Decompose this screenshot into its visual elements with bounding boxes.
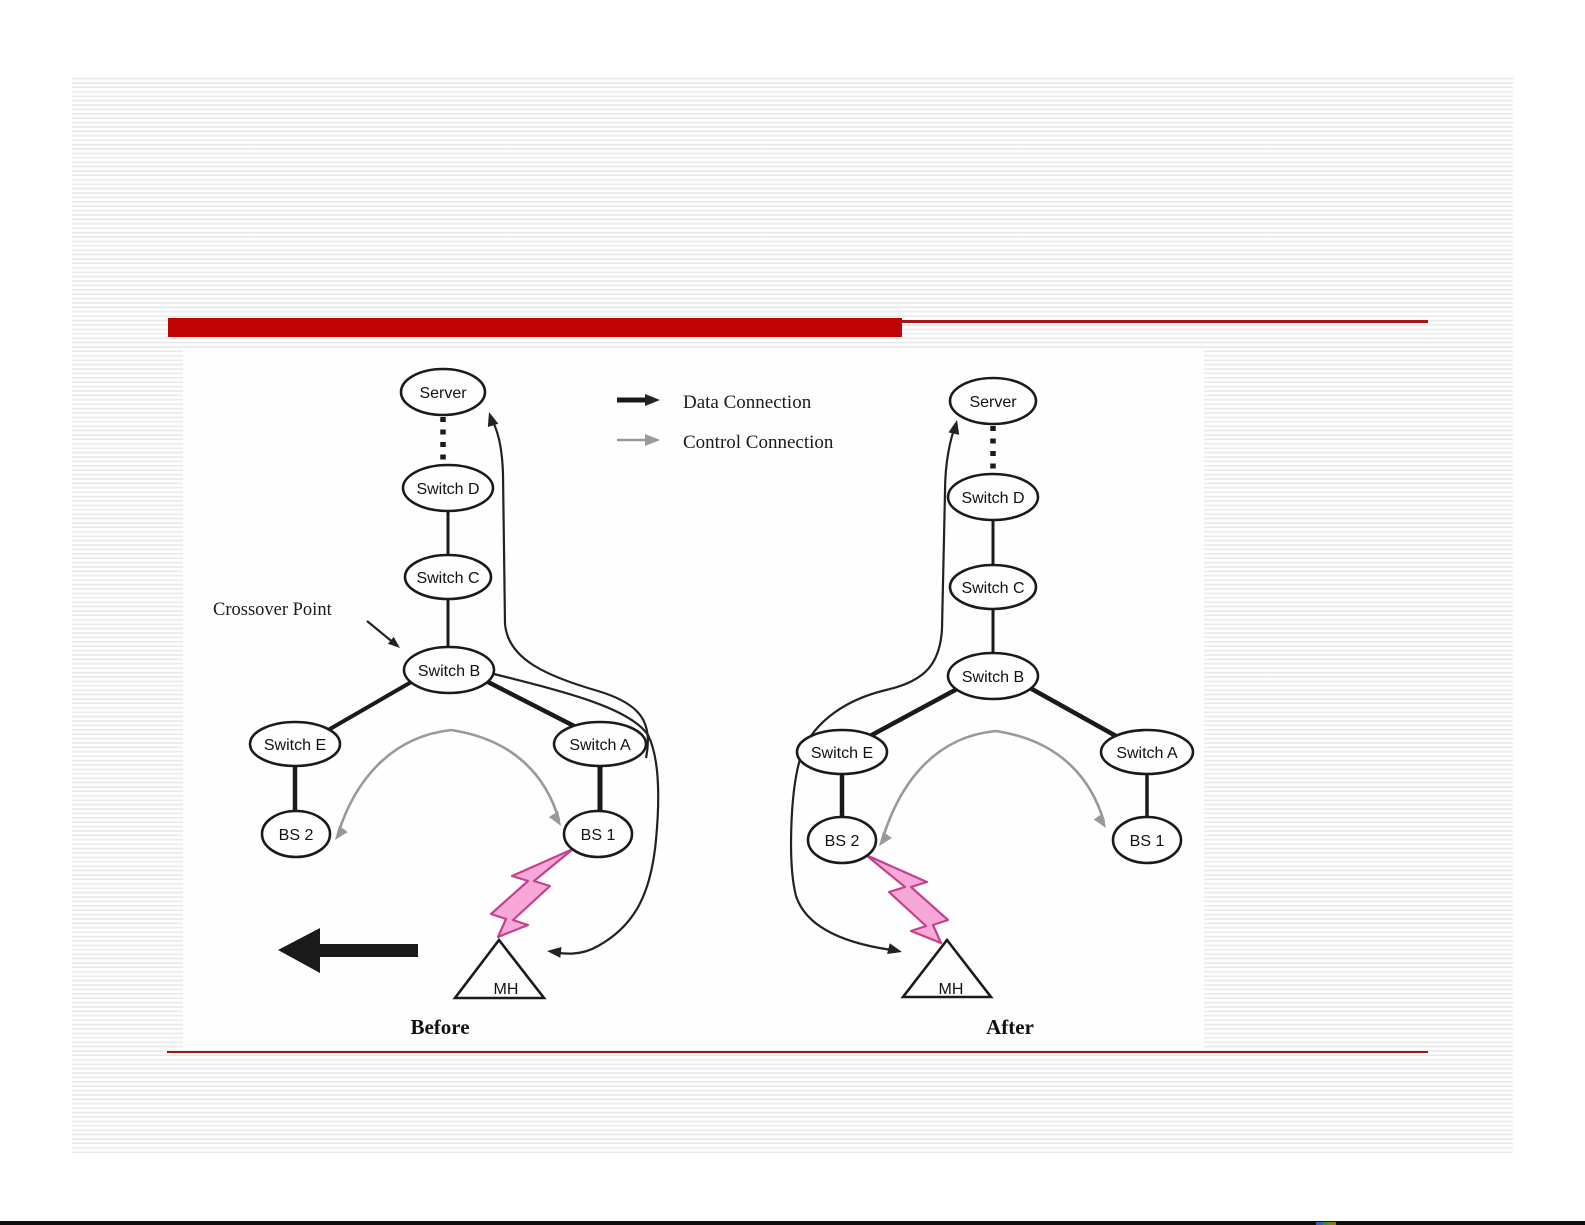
after-data-arrowhead-mh-icon xyxy=(887,943,903,957)
legend xyxy=(617,392,834,453)
title-bar xyxy=(168,318,902,337)
before-caption: Before xyxy=(410,1015,470,1039)
before-node-switch-b-label: Switch B xyxy=(417,663,481,680)
before-wireless-bolt-icon xyxy=(491,849,573,937)
after-control-curve xyxy=(882,731,1104,841)
after-node-switch-c-label: Switch C xyxy=(961,580,1025,597)
before-node-bs1-label: BS 1 xyxy=(580,827,616,844)
after-node-mh-label: MH xyxy=(938,981,964,998)
before-control-curve xyxy=(338,730,559,834)
before-node-switch-a-label: Switch A xyxy=(569,737,631,754)
legend-control-arrowhead-icon xyxy=(645,434,660,446)
title-underline xyxy=(902,320,1428,323)
after-edge-switchb-switche xyxy=(870,689,957,736)
after-data-path-curve xyxy=(791,424,956,951)
legend-data-arrowhead-icon xyxy=(645,394,660,406)
after-node-switch-b-label: Switch B xyxy=(961,669,1025,686)
before-diagram xyxy=(213,369,658,1039)
before-edge-switchb-switche xyxy=(323,681,413,733)
before-node-switch-d-label: Switch D xyxy=(416,481,480,498)
after-wireless-bolt-icon xyxy=(866,855,948,943)
after-data-arrowhead-server-icon xyxy=(948,419,962,435)
legend-control-label: Control Connection xyxy=(683,432,834,453)
before-node-switch-e-label: Switch E xyxy=(263,737,327,754)
before-downlink-arrowhead-icon xyxy=(546,946,561,958)
before-control-arrowhead-bs2-icon xyxy=(331,826,348,844)
after-node-switch-d-label: Switch D xyxy=(961,490,1025,507)
after-node-switch-a-label: Switch A xyxy=(1116,745,1178,762)
after-edge-switchb-switcha xyxy=(1030,688,1116,736)
handoff-diagram xyxy=(183,348,1204,1048)
before-control-arrowhead-bs1-icon xyxy=(549,811,566,829)
after-control-arrowhead-bs1-icon xyxy=(1094,813,1111,831)
page-bottom-rule xyxy=(0,1221,1585,1225)
before-node-server-label: Server xyxy=(419,385,467,402)
before-node-mh-label: MH xyxy=(493,981,519,998)
crossover-point-label: Crossover Point xyxy=(213,600,332,620)
before-uplink-curve xyxy=(490,416,648,758)
before-edge-switchb-switcha xyxy=(486,681,576,727)
after-caption: After xyxy=(986,1015,1034,1039)
after-node-bs1-label: BS 1 xyxy=(1129,833,1165,850)
before-uplink-arrowhead-icon xyxy=(484,410,499,427)
after-diagram xyxy=(791,378,1193,1039)
legend-data-label: Data Connection xyxy=(683,392,812,413)
after-node-server-label: Server xyxy=(969,394,1017,411)
before-movement-arrow-icon xyxy=(278,928,418,973)
after-node-switch-e-label: Switch E xyxy=(810,745,874,762)
after-node-bs2-label: BS 2 xyxy=(824,833,860,850)
bottom-divider-line xyxy=(167,1051,1428,1053)
before-node-switch-c-label: Switch C xyxy=(416,570,480,587)
before-node-bs2-label: BS 2 xyxy=(278,827,314,844)
